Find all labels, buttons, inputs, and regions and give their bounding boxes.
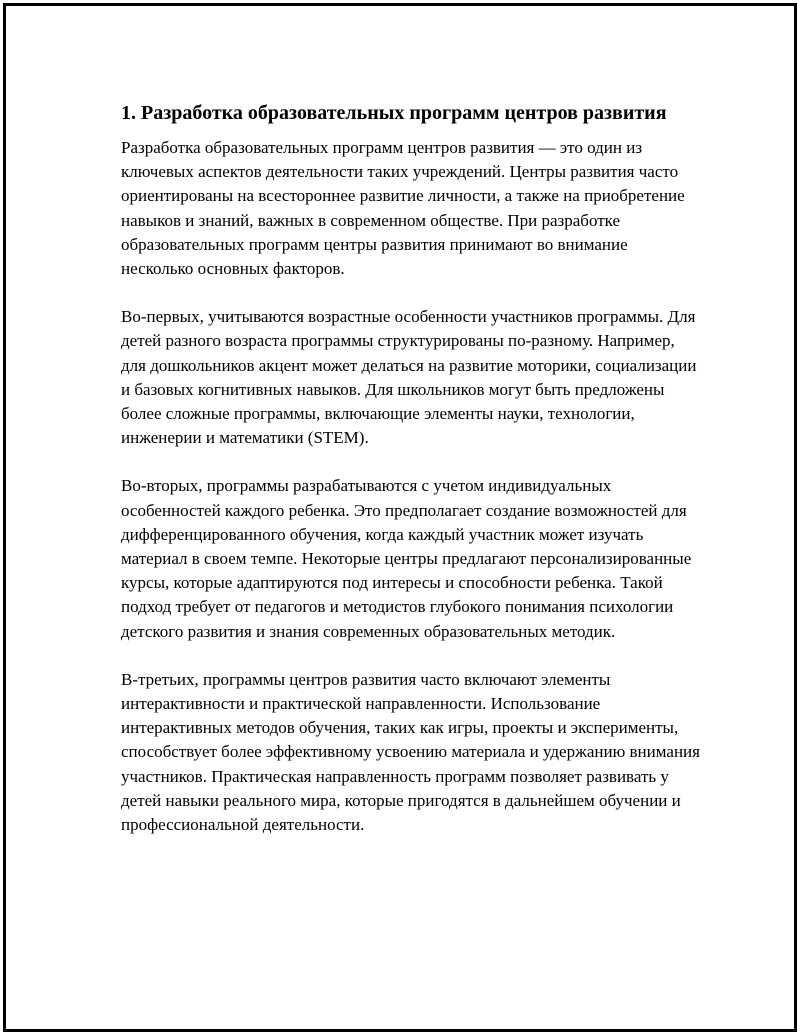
paragraph-individual-features: Во-вторых, программы разрабатываются с учетом индивидуальных особенностей каждого ребенка. Это предполагает создание возможностей для дифференцированного обучения, когда каждый участник может изучать материал в своем темпе. Некоторые центры предлагают персонализированные курсы, которые адаптируются под интересы и способности ребенка. Такой подход требует от педагогов и методистов глубокого понимания психологии детского развития и знания современных образовательных методик. [121,476,692,641]
section-heading: 1. Разработка образовательных программ центров развития [121,102,667,124]
document-body [121,100,701,861]
paragraph-age-features: Во-первых, учитываются возрастные особенности участников программы. Для детей разного возраста программы структурированы по-разному. Например, для дошкольников акцент может делаться на развитие моторики, социализации и базовых когнитивных навыков. Для школьников могут быть предложены более сложные программы, включающие элементы науки, технологии, инженерии и математики (STEM). [121,307,697,448]
paragraph-intro: Разработка образовательных программ центров развития — это один из ключевых аспектов деятельности таких учреждений. Центры развития часто ориентированы на всестороннее развитие личности, а также на приобретение навыков и знаний, важных в современном обществе. При разработке образовательных программ центры развития принимают во внимание несколько основных факторов. [121,138,685,279]
paragraph-interactivity: В-третьих, программы центров развития часто включают элементы интерактивности и практической направленности. Использование интерактивных методов обучения, таких как игры, проекты и эксперименты, способствует более эффективному усвоению материала и удержанию внимания участников. Практическая направленность программ позволяет развивать у детей навыки реального мира, которые пригодятся в дальнейшем обучении и профессиональной деятельности. [121,669,700,835]
page-frame [3,3,797,1032]
